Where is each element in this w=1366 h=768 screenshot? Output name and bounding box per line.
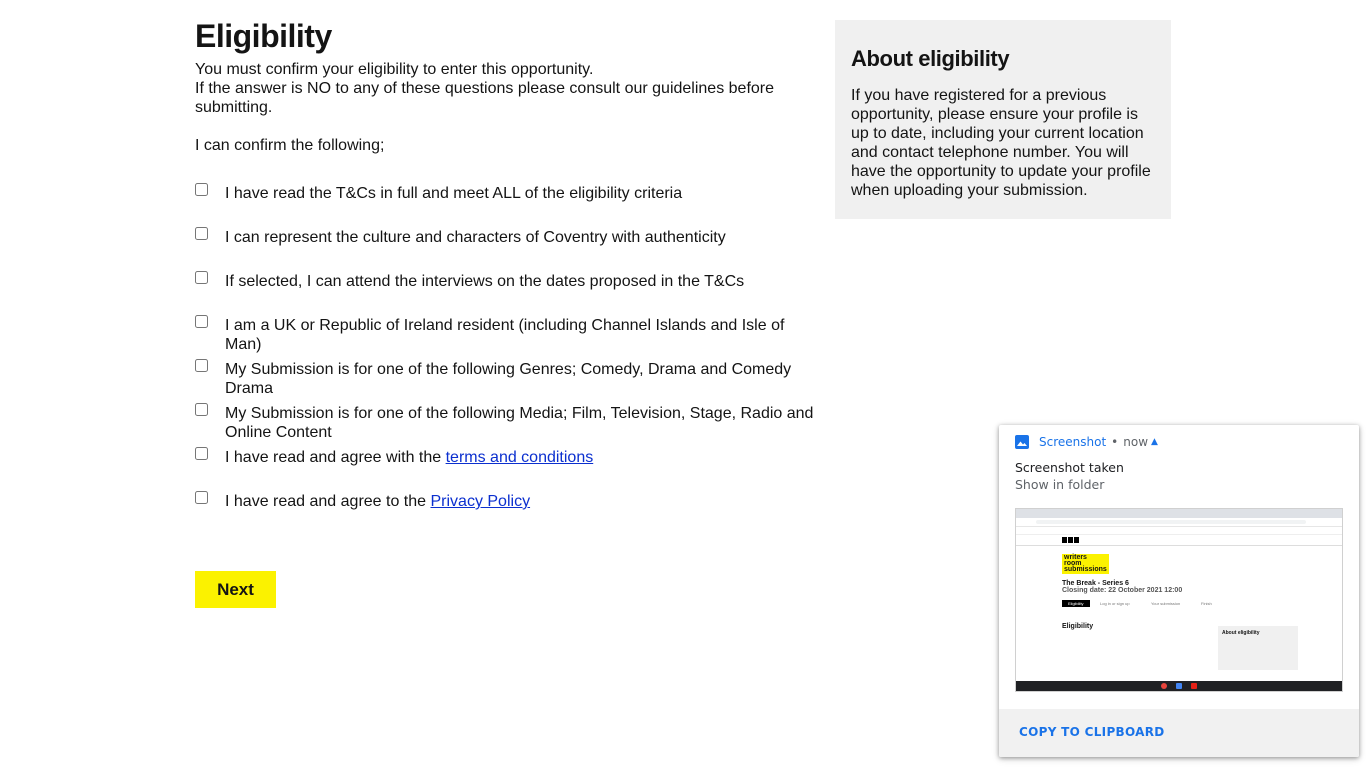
thumbnail-title: Eligibility	[1062, 623, 1094, 630]
thumbnail-closing-date: Closing date: 22 October 2021 12:00	[1062, 587, 1183, 594]
notification-title: Screenshot taken	[1015, 460, 1124, 475]
page-title: Eligibility	[195, 18, 332, 54]
thumbnail-heading: The Break - Series 6	[1062, 580, 1129, 587]
notification-actions	[999, 709, 1359, 757]
check-row-terms[interactable]	[195, 448, 820, 467]
about-eligibility-body: If you have registered for a previous opportunity, please ensure your profile is up to date, including your current location and contact telephone number. You will have the opportunity to update your profile when uploading your submission.	[851, 87, 1151, 199]
thumbnail-writers-room-logo: writers room submissions	[1064, 554, 1107, 573]
check-row-interviews[interactable]	[195, 272, 820, 291]
chevron-up-icon[interactable]: ▲	[1151, 437, 1158, 447]
checkbox-media[interactable]	[195, 403, 208, 416]
check-row-coventry[interactable]	[195, 228, 820, 247]
checkbox-genres[interactable]	[195, 359, 208, 372]
thumbnail-bookmarks-bar	[1016, 527, 1342, 535]
terms-and-conditions-link[interactable]: terms and conditions	[445, 449, 594, 466]
thumbnail-step-4: Finish	[1201, 601, 1212, 606]
check-label-coventry: I can represent the culture and characters of Coventry with authenticity	[225, 229, 726, 246]
check-label-privacy	[225, 492, 820, 511]
check-row-genres[interactable]	[195, 360, 820, 398]
thumbnail-step-3: Your submission	[1151, 601, 1181, 606]
check-label-tcs-criteria: I have read the T&Cs in full and meet ALL of the eligibility criteria	[225, 185, 683, 202]
check-label-terms	[225, 448, 820, 467]
notification-header	[1015, 435, 1158, 449]
notification-app-name: Screenshot	[1039, 435, 1107, 449]
intro-text	[195, 60, 820, 117]
copy-to-clipboard-button[interactable]: COPY TO CLIPBOARD	[1019, 725, 1165, 739]
check-label-residency: I am a UK or Republic of Ireland resident (including Channel Islands and Isle of Man)	[225, 317, 785, 353]
thumbnail-step-2: Log in or sign up	[1100, 601, 1130, 606]
check-label-privacy-text: I have read and agree to the	[225, 493, 431, 510]
screenshot-notification[interactable]	[999, 425, 1359, 757]
confirm-label: I can confirm the following;	[195, 137, 385, 154]
checkbox-coventry[interactable]	[195, 227, 208, 240]
privacy-policy-link[interactable]: Privacy Policy	[430, 493, 531, 510]
checkbox-residency[interactable]	[195, 315, 208, 328]
next-button[interactable]: Next	[195, 571, 276, 608]
checkbox-privacy[interactable]	[195, 491, 208, 504]
thumbnail-step-active: Eligibility	[1062, 600, 1090, 607]
thumbnail-tab-strip	[1016, 509, 1342, 518]
intro-line-2: If the answer is NO to any of these questions please consult our guidelines before submitting.	[195, 80, 775, 116]
thumbnail-bbc-logo	[1062, 537, 1079, 543]
check-row-media[interactable]	[195, 404, 820, 442]
about-eligibility-panel	[835, 20, 1171, 219]
thumbnail-address-bar	[1016, 518, 1342, 527]
check-row-privacy[interactable]	[195, 492, 820, 511]
check-label-terms-text: I have read and agree with the	[225, 449, 446, 466]
notification-separator: •	[1111, 435, 1119, 449]
show-in-folder-link[interactable]: Show in folder	[1015, 477, 1105, 492]
checkbox-terms[interactable]	[195, 447, 208, 460]
about-eligibility-title: About eligibility	[851, 46, 1010, 71]
eligibility-form	[195, 16, 820, 599]
checkbox-interviews[interactable]	[195, 271, 208, 284]
check-label-interviews: If selected, I can attend the interviews on the dates proposed in the T&Cs	[225, 273, 745, 290]
check-row-residency[interactable]	[195, 316, 820, 354]
intro-line-1: You must confirm your eligibility to enter this opportunity.	[195, 61, 594, 78]
screenshot-thumbnail[interactable]	[1015, 508, 1343, 692]
check-label-media: My Submission is for one of the following Media; Film, Television, Stage, Radio and Online Content	[225, 405, 814, 441]
image-icon	[1015, 435, 1029, 449]
check-row-tcs-criteria[interactable]	[195, 184, 820, 203]
thumbnail-site-nav	[1016, 535, 1342, 546]
checkbox-tcs-criteria[interactable]	[195, 183, 208, 196]
notification-time: now	[1123, 435, 1149, 449]
thumbnail-taskbar	[1016, 681, 1342, 691]
check-label-genres: My Submission is for one of the following Genres; Comedy, Drama and Comedy Drama	[225, 361, 792, 397]
thumbnail-aside: About eligibility	[1218, 626, 1298, 670]
